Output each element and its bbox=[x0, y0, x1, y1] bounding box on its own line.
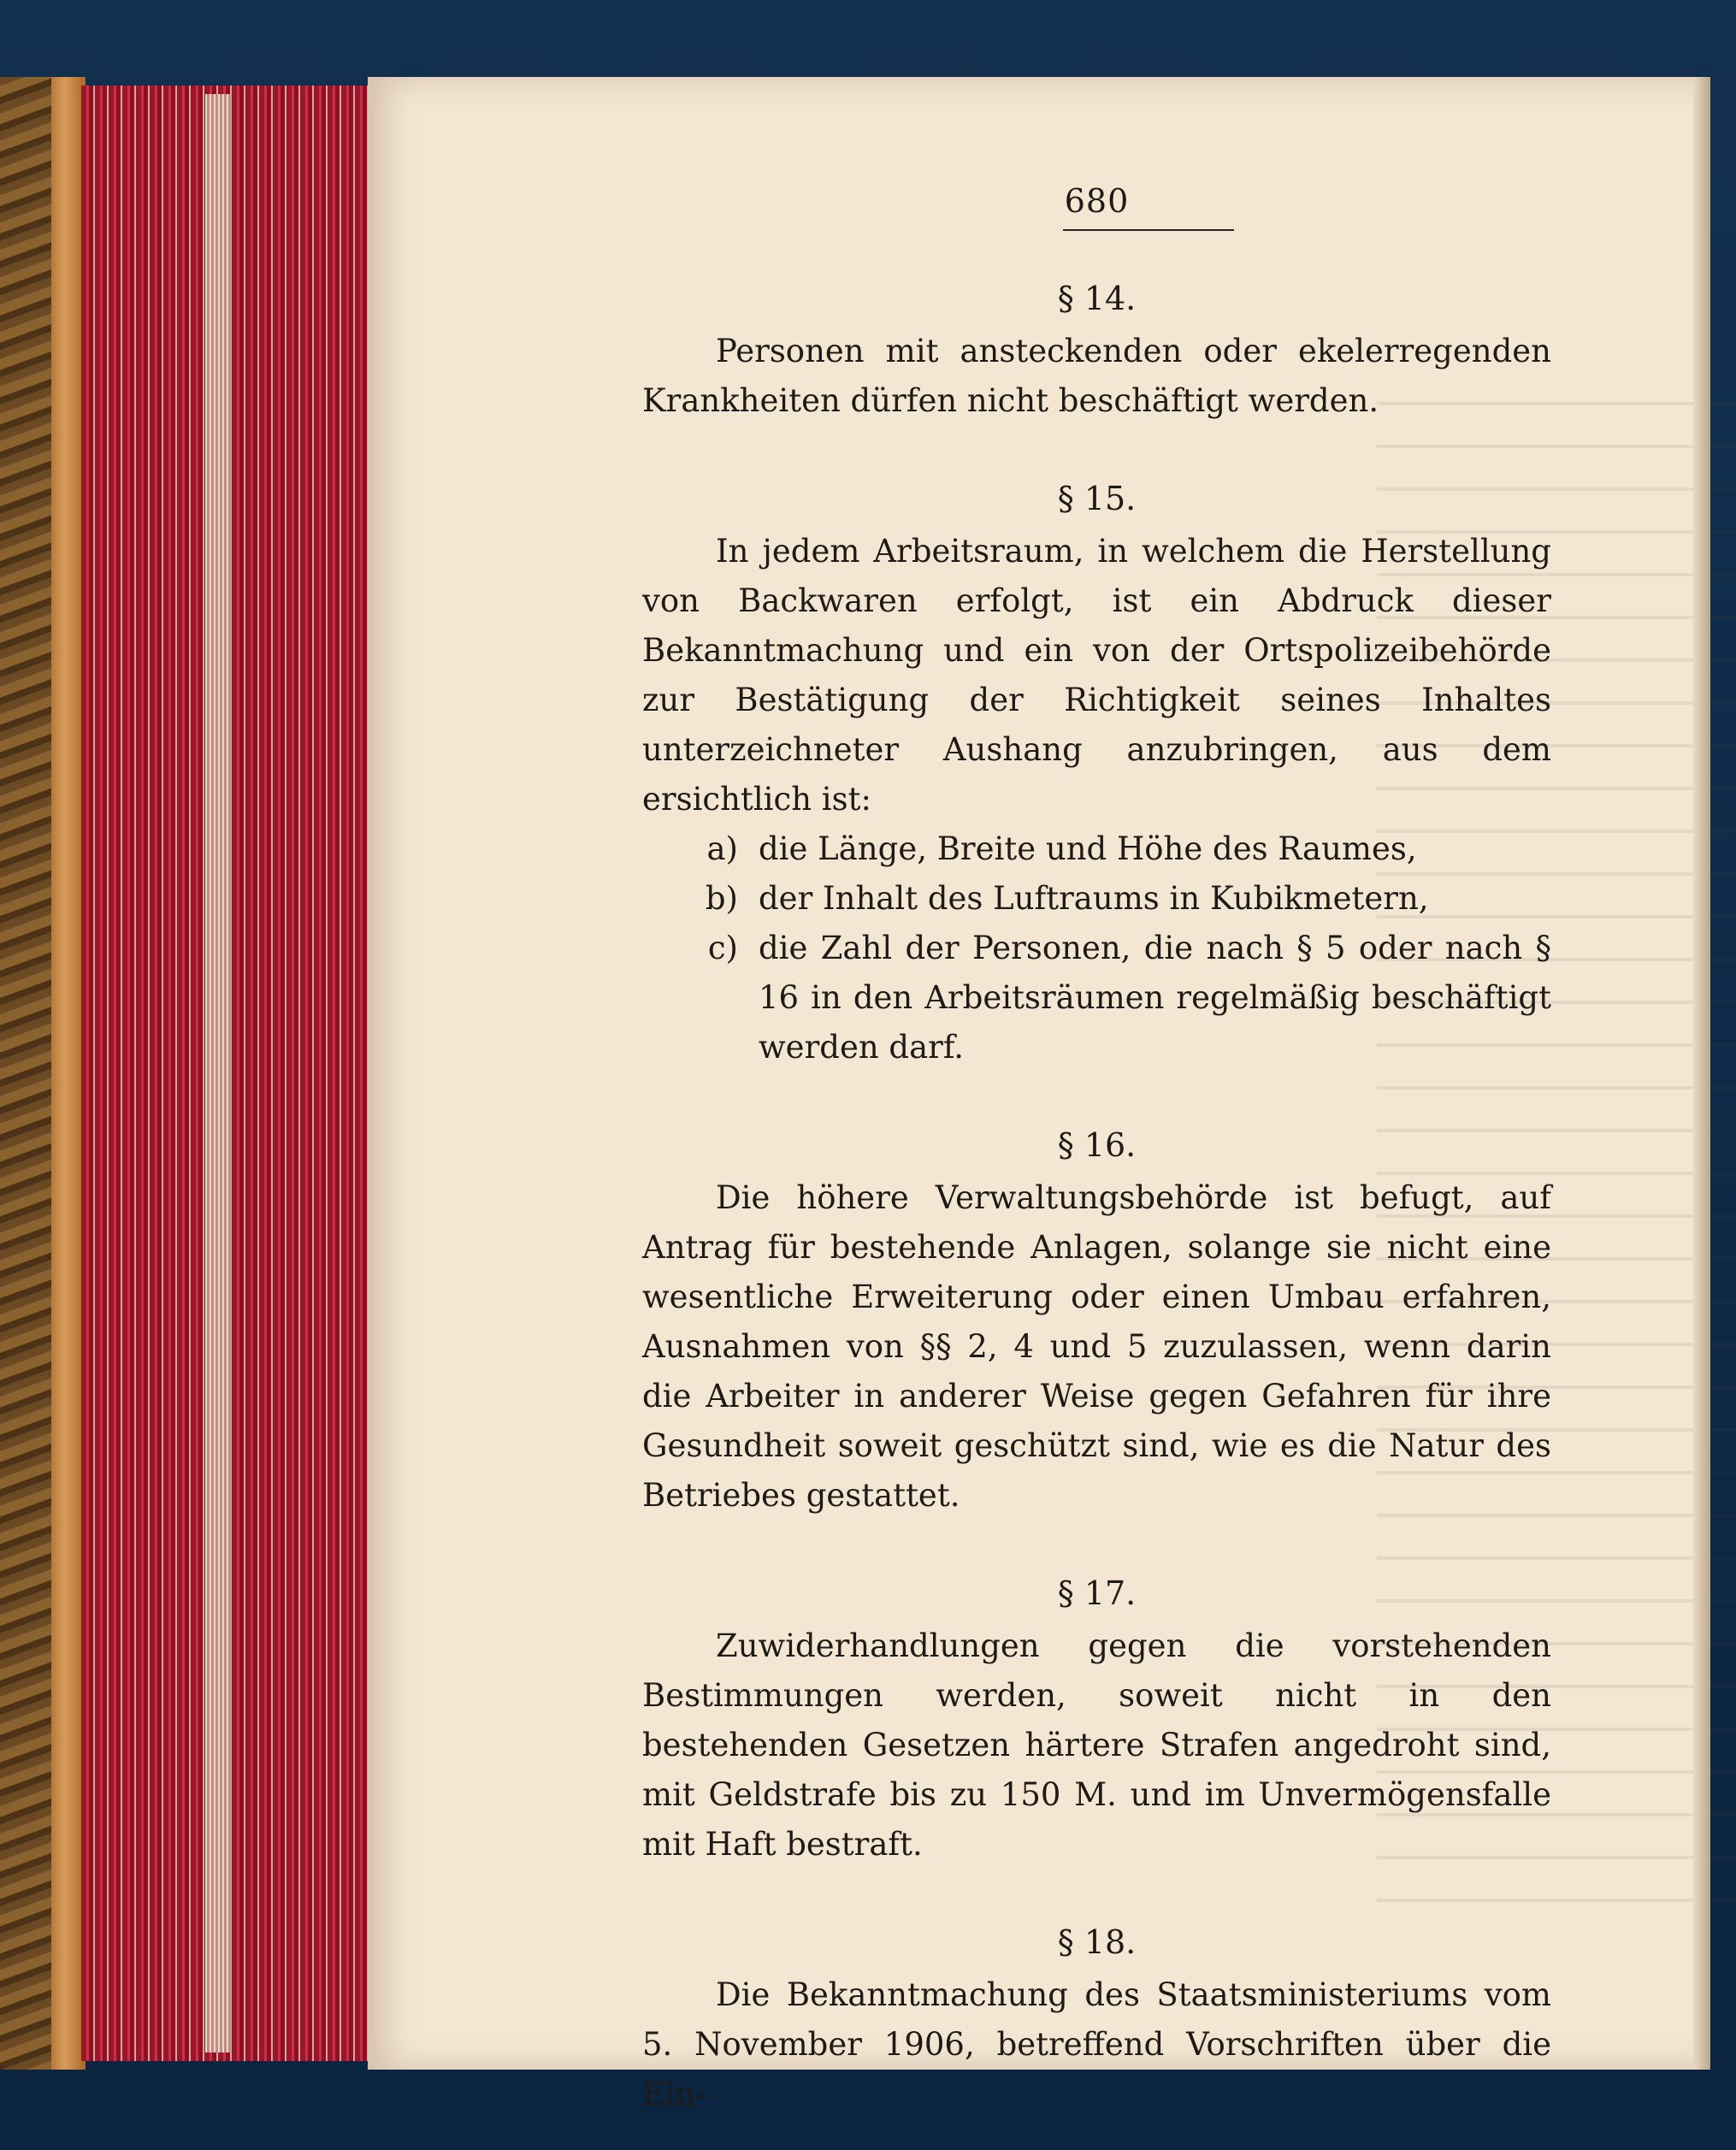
page-number-rule bbox=[1063, 229, 1234, 231]
section-heading: § 18. bbox=[1057, 1923, 1137, 1961]
section-paragraph: Zuwiderhandlungen gegen die vorstehenden Bestimmungen werden, soweit nicht in den bestehenden Gesetzen härtere Strafen angedroht sind, mit Geldstrafe bis zu 150 M. und im Unvermögensfalle mit Haft bestraft. bbox=[642, 1627, 1551, 1863]
list-item bbox=[642, 924, 1551, 1072]
list-marker: a) bbox=[706, 830, 738, 867]
list-text: die Länge, Breite und Höhe des Raumes, bbox=[759, 830, 1417, 867]
page-gutter-shadow bbox=[1693, 77, 1710, 2070]
section-paragraph: Personen mit ansteckenden oder ekelerregenden Krankheiten dürfen nicht beschäftigt werden. bbox=[642, 333, 1551, 419]
section-paragraph: Die höhere Verwaltungsbehörde ist befugt, auf Antrag für bestehende Anlagen, solange sie nicht eine wesentliche Erweiterung oder einen Umbau erfahren, Ausnahmen von §§ 2, 4 und 5 zuzulassen, wenn darin die Arbeiter in anderer Weise gegen Gefahren für ihre Gesundheit soweit geschützt sind, wie es die Natur des Betriebes gestattet. bbox=[642, 1179, 1551, 1514]
requirements-list bbox=[642, 824, 1551, 1072]
list-item bbox=[642, 824, 1551, 874]
section-heading: § 15. bbox=[1057, 480, 1137, 517]
section-heading: § 17. bbox=[1057, 1574, 1137, 1612]
page-edges-light bbox=[205, 94, 231, 2053]
page-number: 680 bbox=[1064, 182, 1130, 220]
list-item bbox=[642, 874, 1551, 924]
section-heading: § 14. bbox=[1057, 280, 1137, 317]
list-text: die Zahl der Personen, die nach § 5 oder nach § 16 in den Arbeitsräumen regelmäßig beschäftigt werden darf. bbox=[759, 930, 1551, 1066]
list-text: der Inhalt des Luftraums in Kubikmetern, bbox=[759, 880, 1429, 917]
section-paragraph: In jedem Arbeitsraum, in welchem die Herstellung von Backwaren erfolgt, ist ein Abdruck dieser Bekanntmachung und ein von der Ortspolizeibehörde zur Bestätigung der Richtigkeit seines Inhaltes unterzeichneter Aushang anzubringen, aus dem ersichtlich ist: bbox=[642, 533, 1551, 818]
list-marker: b) bbox=[705, 880, 738, 917]
list-marker: c) bbox=[707, 930, 738, 966]
section-paragraph: Die Bekanntmachung des Staatsministeriums vom 5. November 1906, betreffend Vorschriften über die Ein- bbox=[642, 1976, 1551, 2112]
section-heading: § 16. bbox=[1057, 1126, 1137, 1164]
page-text-block bbox=[642, 176, 1551, 2119]
book-cover-leather-edge bbox=[51, 77, 86, 2070]
